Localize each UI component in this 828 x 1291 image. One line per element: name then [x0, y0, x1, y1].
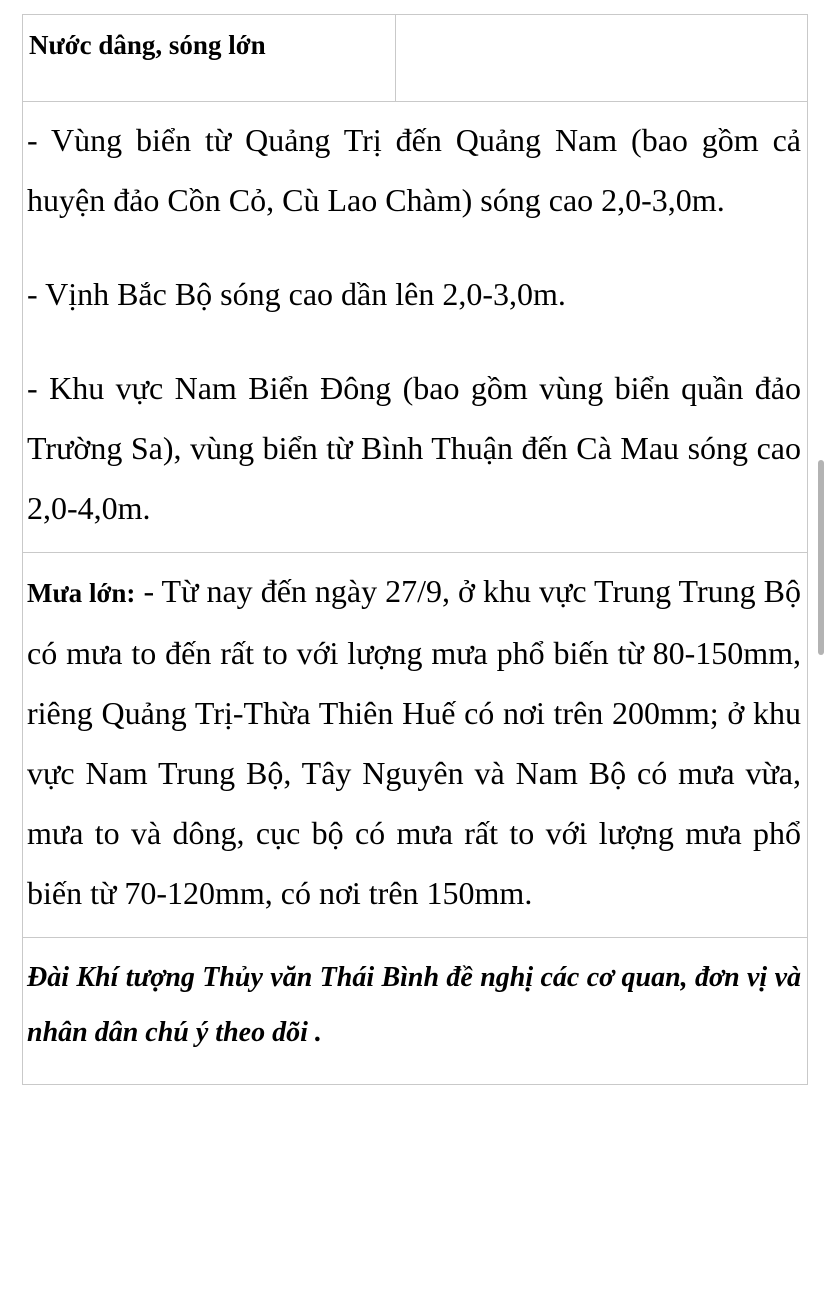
rain-paragraph: [27, 561, 801, 923]
closing-note: Đài Khí tượng Thủy văn Thái Bình đề nghị các cơ quan, đơn vị và nhân dân chú ý theo dõi .: [27, 962, 801, 1048]
table-row: [23, 553, 808, 938]
table-cell-rain: [23, 553, 808, 938]
table-cell: [23, 15, 396, 102]
scrollbar[interactable]: [818, 460, 824, 655]
table-cell-empty: [396, 15, 808, 102]
section-label-waves: Nước dâng, sóng lớn: [29, 30, 266, 60]
section-label-rain: Mưa lớn:: [27, 578, 136, 608]
forecast-table: [22, 14, 808, 1085]
table-row: [23, 938, 808, 1085]
wave-paragraph: - Khu vực Nam Biển Đông (bao gồm vùng biển quần đảo Trường Sa), vùng biển từ Bình Thuận đến Cà Mau sóng cao 2,0-4,0m.: [27, 370, 801, 526]
table-cell-waves: [23, 102, 808, 553]
rain-text: - Từ nay đến ngày 27/9, ở khu vực Trung Trung Bộ có mưa to đến rất to với lượng mưa phổ biến từ 80-150mm, riêng Quảng Trị-Thừa Thiên Huế có nơi trên 200mm; ở khu vực Nam Trung Bộ, Tây Nguyên và Nam Bộ có mưa vừa, mưa to và dông, cục bộ có mưa rất to với lượng mưa phổ biến từ 70-120mm, có nơi trên 150mm.: [27, 573, 801, 911]
wave-paragraph: - Vịnh Bắc Bộ sóng cao dần lên 2,0-3,0m.: [27, 276, 566, 312]
wave-paragraph: - Vùng biển từ Quảng Trị đến Quảng Nam (bao gồm cả huyện đảo Cồn Cỏ, Cù Lao Chàm) sóng cao 2,0-3,0m.: [27, 122, 801, 218]
table-row: [23, 15, 808, 102]
table-cell-note: [23, 938, 808, 1085]
table-row: [23, 102, 808, 553]
